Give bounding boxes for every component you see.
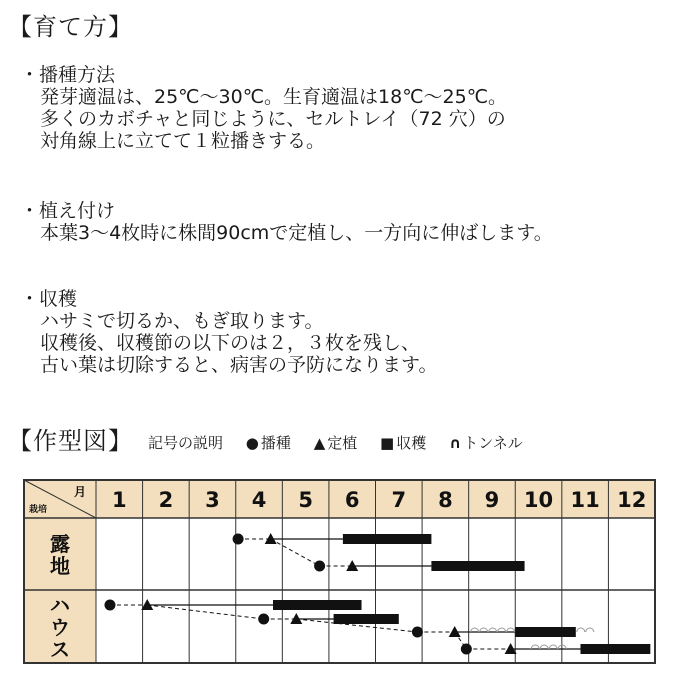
legend-sowing: ● 播種 <box>245 434 291 452</box>
harvest-bar <box>580 644 650 654</box>
sowing-marker <box>258 614 269 625</box>
section-heading: ・収穫 <box>20 288 78 310</box>
sowing-marker <box>412 627 423 638</box>
row-label-char: ス <box>50 637 70 662</box>
tunnel-arc <box>577 628 585 632</box>
section-heading: ・植え付け <box>20 200 116 222</box>
triangle-icon: ▲ <box>313 434 326 452</box>
month-header: 8 <box>438 488 453 512</box>
section-line: ハサミで切るか、もぎ取ります。 <box>40 310 324 332</box>
month-header: 3 <box>205 488 220 512</box>
circle-icon: ● <box>245 434 259 452</box>
month-header: 10 <box>523 488 554 512</box>
harvest-bar <box>273 600 362 610</box>
sowing-marker <box>314 561 325 572</box>
harvest-bar <box>343 534 432 544</box>
heading-how-to-grow: 【育て方】 <box>8 13 133 41</box>
harvest-bar <box>334 614 399 624</box>
month-header: 1 <box>111 488 127 512</box>
heading-cropping-chart: 【作型図】 <box>8 427 133 455</box>
sowing-marker <box>233 534 244 545</box>
sowing-marker <box>104 600 115 611</box>
schedule-connector <box>147 605 263 619</box>
square-icon: ■ <box>380 434 395 452</box>
harvest-bar <box>431 561 524 571</box>
sowing-marker <box>461 644 472 655</box>
corner-cultivation-label: 栽培 <box>28 505 48 515</box>
corner-month-label: 月 <box>73 485 87 499</box>
legend-label: 記号の説明 <box>148 434 224 452</box>
row-label-char: ウ <box>50 615 70 640</box>
row-label-char: ハ <box>50 593 70 618</box>
month-header: 7 <box>391 488 407 512</box>
section-line: 古い葉は切除すると、病害の予防になります。 <box>40 354 438 376</box>
legend-planting: ▲ 定植 <box>313 434 358 452</box>
section-heading: ・播種方法 <box>20 64 116 86</box>
tunnel-arc <box>586 628 594 632</box>
month-header: 6 <box>344 488 360 512</box>
schedule-connector <box>271 539 320 566</box>
section-line: 収穫後、収穫節の以下のは２，３枚を残し、 <box>40 332 421 354</box>
legend-tunnel: ∩ トンネル <box>449 434 523 452</box>
legend-harvest: ■ 収穫 <box>380 434 427 452</box>
month-header: 4 <box>251 488 267 512</box>
harvest-bar <box>515 627 576 637</box>
month-header: 11 <box>570 488 600 512</box>
month-header: 9 <box>484 488 500 512</box>
section-line: 多くのカボチャと同じように、セルトレイ（72 穴）の <box>40 108 506 130</box>
section-line: 対角線上に立てて１粒播きする。 <box>40 130 326 152</box>
month-header: 5 <box>298 488 313 512</box>
row-label-char: 露 <box>50 532 70 556</box>
section-line: 本葉3〜4枚時に株間90cmで定植し、一方向に伸ばします。 <box>40 222 553 244</box>
tunnel-icon: ∩ <box>449 434 462 452</box>
row-label-char: 地 <box>50 554 70 578</box>
section-line: 発芽適温は、25℃〜30℃。生育適温は18℃〜25℃。 <box>40 86 508 108</box>
month-header: 2 <box>158 488 174 512</box>
month-header: 12 <box>617 488 647 512</box>
